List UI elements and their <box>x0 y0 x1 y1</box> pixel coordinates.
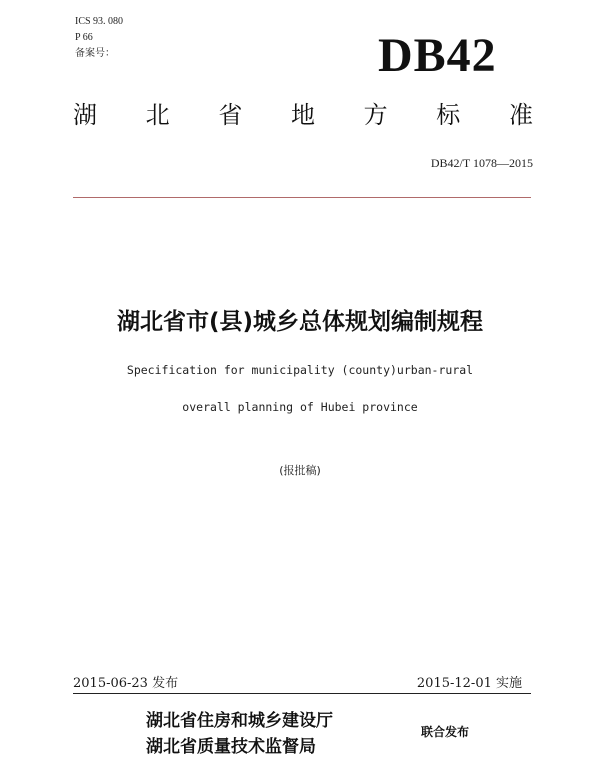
document-title: 湖北省市(县)城乡总体规划编制规程 <box>116 309 484 335</box>
joint-issue-label: 联合发布 <box>421 725 470 739</box>
authority-char: 方 <box>363 101 388 129</box>
effective-date: 2015-12-01 实施 <box>416 676 522 691</box>
authority-char: 湖 <box>73 101 97 129</box>
authority-char: 省 <box>218 101 243 129</box>
issuer-quality-bureau: 湖北省质量技术监督局 <box>146 737 316 757</box>
authority-char: 北 <box>145 101 170 129</box>
english-title-line-2: overall planning of Hubei province <box>182 400 418 414</box>
record-number-label: 备案号： <box>75 48 115 59</box>
issuer-housing-department: 湖北省住房和城乡建设厅 <box>146 711 333 731</box>
issue-date: 2015-06-23 发布 <box>73 676 179 691</box>
authority-char: 地 <box>290 101 315 129</box>
issuing-authority-title <box>73 99 533 131</box>
authority-char: 准 <box>508 101 533 129</box>
header-divider <box>73 197 531 198</box>
classification-code: P 66 <box>75 32 93 43</box>
standard-code: DB42/T 1078—2015 <box>430 156 533 170</box>
english-title-line-1: Specification for municipality (county)urban-rural <box>126 363 474 377</box>
draft-status: (报批稿) <box>279 464 321 477</box>
standard-logo: DB42 <box>378 29 497 82</box>
ics-code: ICS 93. 080 <box>75 16 124 27</box>
authority-char: 标 <box>436 101 461 129</box>
footer-divider <box>73 693 531 694</box>
